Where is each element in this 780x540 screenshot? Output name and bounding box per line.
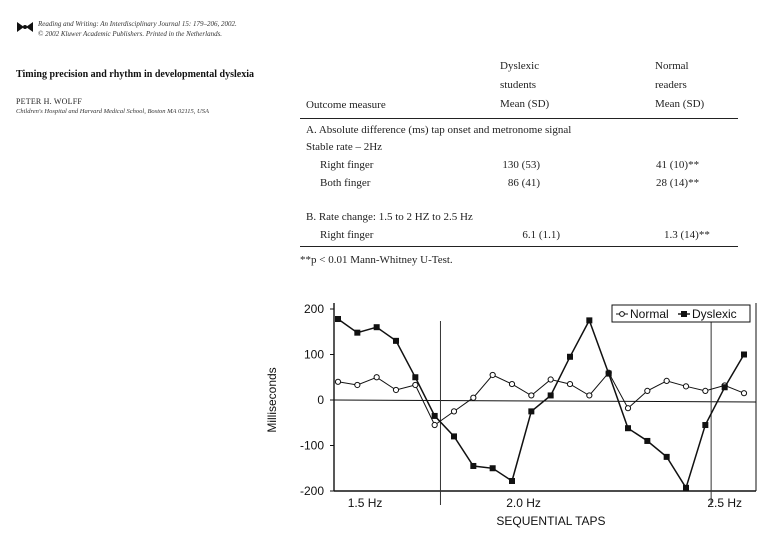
data-point-normal (393, 387, 398, 392)
segment-label: 1.5 Hz (347, 496, 383, 510)
legend-label-normal: Normal (630, 307, 669, 321)
table-footnote: **p < 0.01 Mann-Whitney U-Test. (300, 254, 453, 266)
table-cell-normal: 28 (14)** (656, 177, 700, 189)
col-header-dyslexic-line: Dyslexic (500, 60, 540, 72)
data-point-dyslexic (741, 352, 747, 358)
data-point-dyslexic (702, 422, 708, 428)
data-point-dyslexic (470, 463, 476, 469)
section-b-heading: B. Rate change: 1.5 to 2 HZ to 2.5 Hz (306, 211, 473, 223)
data-point-dyslexic (567, 354, 573, 360)
data-point-dyslexic (412, 374, 418, 380)
data-point-dyslexic (451, 433, 457, 439)
table-cell-dyslexic: 130 (53) (502, 159, 540, 171)
data-point-dyslexic (683, 485, 689, 491)
data-point-normal (335, 379, 340, 384)
article-title: Timing precision and rhythm in developmental dyslexia (16, 69, 254, 80)
col-header-dyslexic-line: Mean (SD) (500, 98, 550, 110)
col-header-normal-line: Normal (655, 60, 689, 72)
table-cell-dyslexic: 86 (41) (507, 177, 540, 189)
y-tick-label: -100 (299, 438, 324, 453)
data-point-normal (645, 388, 650, 393)
tap-timing-chart (262, 295, 762, 537)
author-name: PETER H. WOLFF (16, 97, 82, 106)
data-point-dyslexic (528, 408, 534, 414)
segment-label: 2.0 Hz (506, 496, 541, 510)
data-point-normal (374, 375, 379, 380)
table-row-label: Both finger (320, 177, 371, 189)
data-point-normal (683, 384, 688, 389)
section-a-heading: A. Absolute difference (ms) tap onset and metronome signal (306, 124, 572, 136)
table-row-label: Right finger (320, 159, 374, 171)
section-a-subheading: Stable rate – 2Hz (306, 141, 383, 153)
data-point-dyslexic (490, 465, 496, 471)
data-point-normal (548, 377, 553, 382)
data-point-normal (451, 409, 456, 414)
table-rule-bottom (300, 246, 738, 247)
legend-label-dyslexic: Dyslexic (692, 307, 737, 321)
y-tick-label: 100 (303, 347, 324, 362)
col-header-measure: Outcome measure (306, 99, 386, 111)
data-point-normal (664, 378, 669, 383)
data-point-dyslexic (722, 384, 728, 390)
publisher-logo-icon (16, 20, 34, 34)
data-point-dyslexic (548, 392, 554, 398)
data-point-normal (703, 388, 708, 393)
data-point-dyslexic (335, 316, 341, 322)
col-header-normal-line: readers (655, 79, 687, 91)
y-tick-label: 0 (317, 393, 324, 407)
data-point-dyslexic (393, 338, 399, 344)
series-line-normal (338, 373, 744, 425)
data-point-dyslexic (664, 454, 670, 460)
data-point-dyslexic (606, 371, 612, 377)
table-rule-top (300, 118, 738, 119)
data-point-dyslexic (432, 413, 438, 419)
data-point-normal (567, 381, 572, 386)
series-line-dyslexic (338, 319, 744, 488)
table-row-label: Right finger (320, 229, 374, 241)
data-point-normal (432, 422, 437, 427)
legend-marker-normal (620, 312, 625, 317)
data-point-normal (741, 391, 746, 396)
col-header-dyslexic (500, 57, 549, 114)
y-tick-label: -200 (299, 484, 324, 498)
author-affiliation: Children's Hospital and Harvard Medical School, Boston MA 02115, USA (16, 108, 209, 115)
data-point-dyslexic (586, 317, 592, 323)
journal-line-2: © 2002 Kluwer Academic Publishers. Printed in the Netherlands. (38, 30, 223, 38)
data-point-normal (355, 382, 360, 387)
segment-label: 2.5 Hz (707, 496, 743, 510)
data-point-normal (471, 395, 476, 400)
data-point-normal (625, 406, 630, 411)
data-point-dyslexic (354, 330, 360, 336)
data-point-dyslexic (374, 324, 380, 330)
table-cell-normal: 1.3 (14)** (664, 229, 710, 241)
x-axis-title: SEQUENTIAL TAPS (496, 514, 606, 528)
table-cell-normal: 41 (10)** (656, 159, 700, 171)
col-header-normal-line: Mean (SD) (655, 98, 705, 110)
journal-citation (38, 19, 237, 39)
data-point-dyslexic (644, 438, 650, 444)
data-point-normal (490, 372, 495, 377)
y-tick-label: 200 (303, 302, 324, 316)
data-point-normal (587, 393, 592, 398)
legend-marker-dyslexic (681, 311, 687, 317)
table-cell-dyslexic: 6.1 (1.1) (522, 229, 560, 241)
data-point-normal (413, 382, 418, 387)
data-point-dyslexic (625, 425, 631, 431)
y-axis-title: Milliseconds (265, 367, 279, 433)
data-point-normal (529, 393, 534, 398)
journal-line-1: Reading and Writing: An Interdisciplinary Journal 15: 179–206, 2002. (38, 20, 237, 28)
data-point-dyslexic (509, 478, 515, 484)
col-header-normal (655, 57, 704, 114)
col-header-dyslexic-line: students (500, 79, 537, 91)
data-point-normal (509, 381, 514, 386)
